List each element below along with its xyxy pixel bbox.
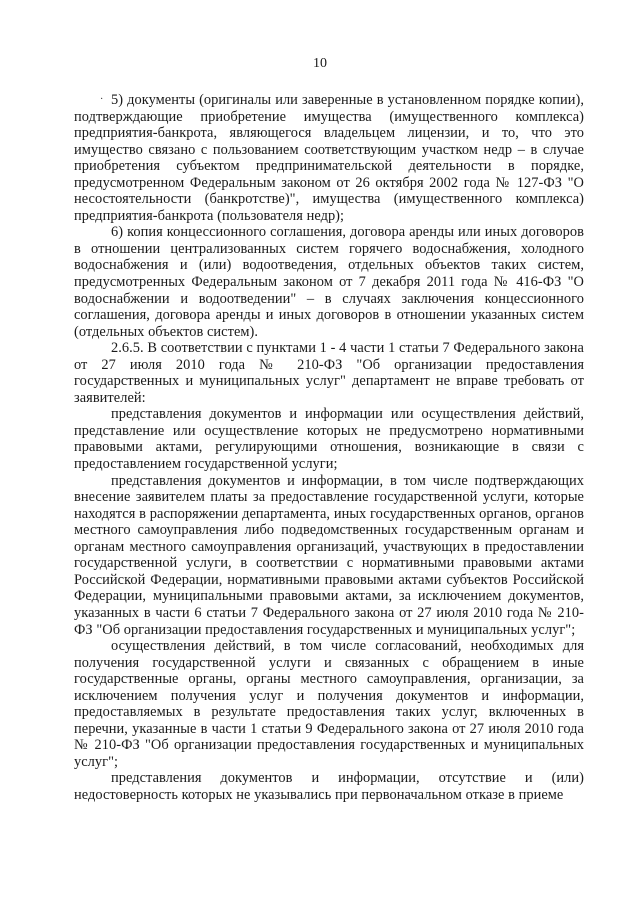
- paragraph-approvals: осуществления действий, в том числе согласований, необходимых для получения государственной услуги и связанных с обращением в иные государственные органы, органы местного самоуправления, организации, за исключением получения услуг и получения документов и информации, предоставляемых в результате предоставления таких услуг, включенных в перечни, указанные в части 1 статьи 9 Федерального закона от 27 июля 2010 года № 210-ФЗ "Об организации предоставления государственных и муниципальных услуг";: [74, 638, 584, 770]
- stray-mark: ·: [100, 94, 104, 105]
- paragraph-documents-in-possession: представления документов и информации, в том числе подтверждающих внесение заявителем платы за предоставление государственной услуги, которые находятся в распоряжении департамента, иных государственных органов, органов местного самоуправления либо подведомственных государственным органам и органам местного самоуправления организаций, участвующих в предоставлении государственной услуги, в соответствии с нормативными правовыми актами Российской Федерации, нормативными правовыми актами субъектов Российской Федерации, муниципальными правовыми актами, за исключением документов, указанных в части 6 статьи 7 Федерального закона от 27 июля 2010 года № 210-ФЗ "Об организации предоставления государственных и муниципальных услуг";: [74, 472, 584, 638]
- paragraph-not-required-actions: представления документов и информации или осуществления действий, представление или осуществление которых не предусмотрено нормативными правовыми актами, регулирующими отношения, возникающие в связи с предоставлением государственной услуги;: [74, 406, 584, 473]
- paragraph-concession-agreement: 6) копия концессионного соглашения, договора аренды или иных договоров в отношении централизованных систем горячего водоснабжения, холодного водоснабжения и (или) водоотведения, отдельных объектов таких систем, предусмотренных Федеральным законом от 7 декабря 2011 года № 416-ФЗ "О водоснабжении и водоотведении" – в случаях заключения концессионного соглашения, договора аренды и иных договоров в отношении указанных систем (отдельных объектов систем).: [74, 224, 584, 340]
- paragraph-section-2-6-5: 2.6.5. В соответствии с пунктами 1 - 4 части 1 статьи 7 Федерального закона от 27 июля 2010 года № 210-ФЗ "Об организации предоставления государственных и муниципальных услуг" департамент не вправе требовать от заявителей:: [74, 340, 584, 406]
- page-number: 10: [313, 56, 327, 71]
- paragraph-initial-refusal: представления документов и информации, отсутствие и (или) недостоверность которых не указывались при первоначальном отказе в приеме: [74, 770, 584, 803]
- paragraph-documents-originals: 5) документы (оригиналы или заверенные в установленном порядке копии), подтверждающие приобретение имущества (имущественного комплекса) предприятия-банкрота, являющегося владельцем лицензии, и то, что это имущество связано с пользованием соответствующим участком недр – в случае приобретения субъектом предпринимательской деятельности в порядке, предусмотренном Федеральным законом от 26 октября 2002 года № 127-ФЗ "О несостоятельности (банкротстве)", имущества (имущественного комплекса) предприятия-банкрота (пользователя недр);: [74, 92, 584, 224]
- document-body: [74, 92, 584, 804]
